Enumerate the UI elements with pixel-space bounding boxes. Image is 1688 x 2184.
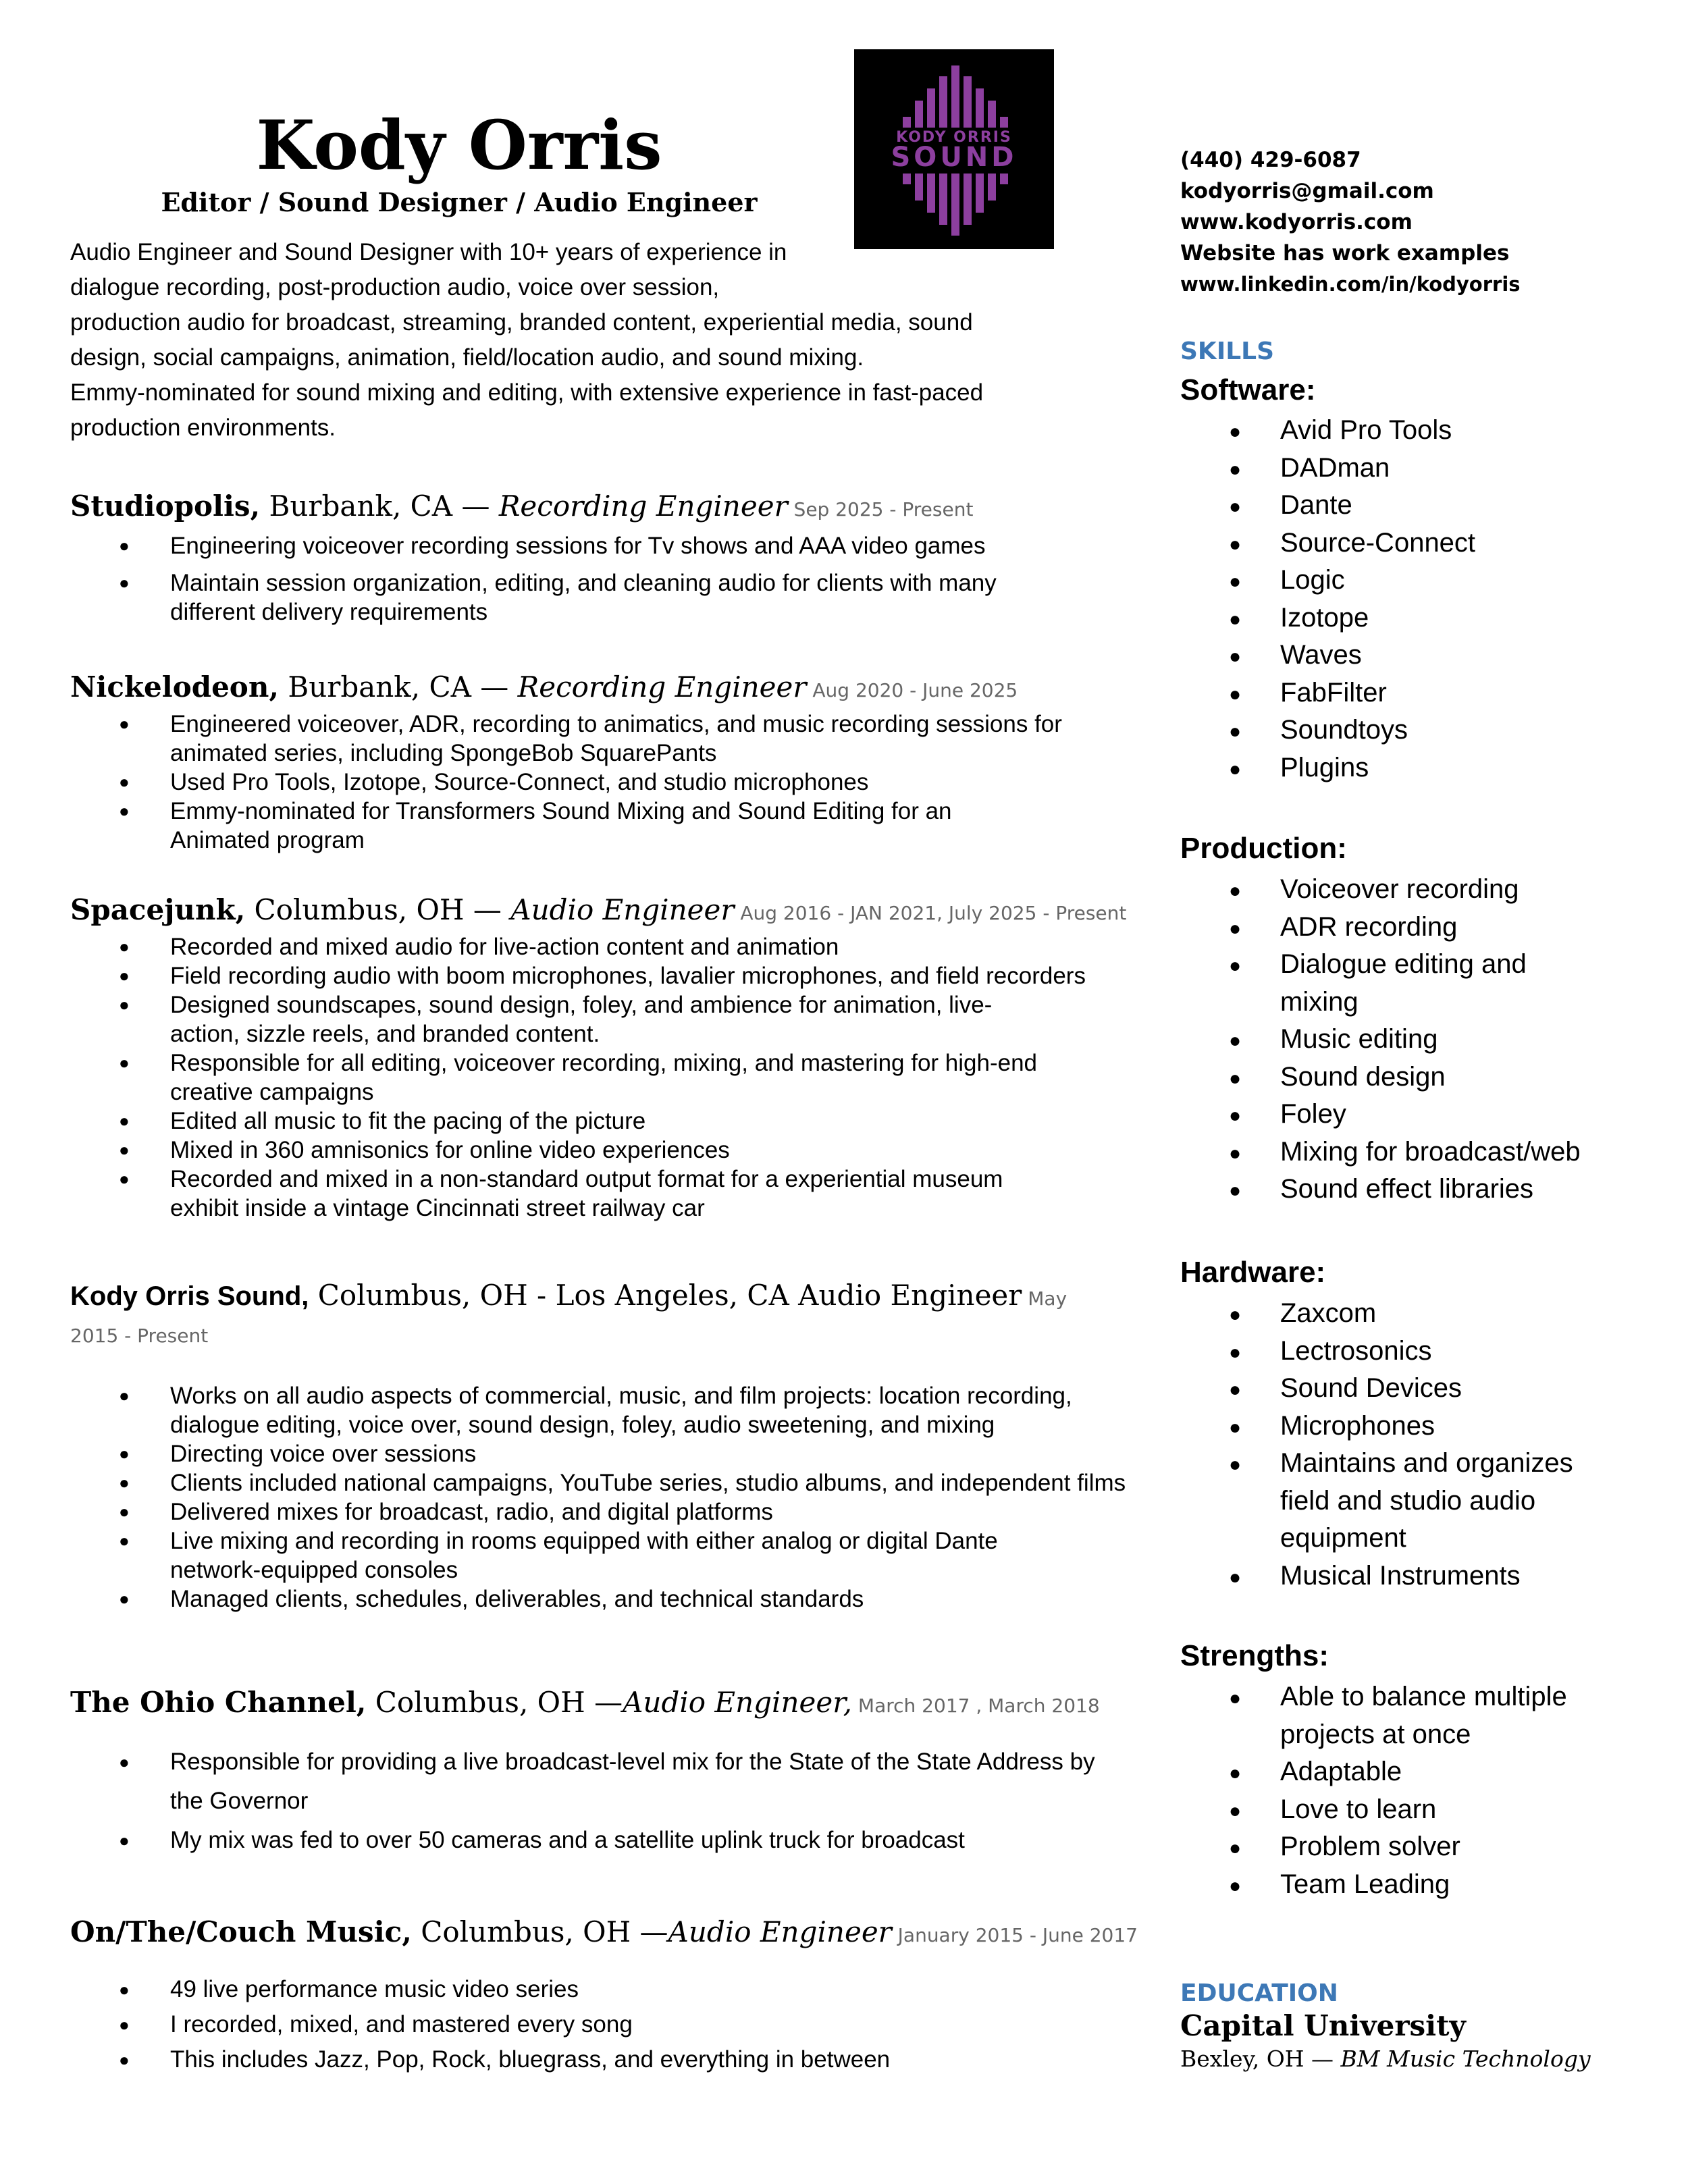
education-location: Bexley, OH — xyxy=(1180,2046,1341,2072)
email-link[interactable]: kodyorris@gmail.com xyxy=(1180,179,1434,203)
job-company: The Ohio Channel, xyxy=(70,1686,367,1719)
logo-text-top: KODY ORRIS xyxy=(896,129,1012,146)
list-item: ● Izotope xyxy=(1180,600,1653,637)
list-item: ● Mixing for broadcast/web xyxy=(1180,1134,1599,1171)
list-item: ● Source-Connect xyxy=(1180,525,1653,562)
list-item: ● Edited all music to fit the pacing of the picture xyxy=(70,1107,1097,1136)
job-header xyxy=(70,1913,1138,1954)
linkedin-link[interactable]: www.linkedin.com/in/kodyorris xyxy=(1180,273,1521,296)
job-dates: March 2017 , March 2018 xyxy=(852,1695,1100,1717)
list-item: ● Responsible for all editing, voiceover recording, mixing, and mastering for high-end creative campaigns xyxy=(70,1048,1097,1107)
list-item: ● Mixed in 360 amnisonics for online video experiences xyxy=(70,1136,1097,1165)
logo-text-bottom: SOUND xyxy=(891,142,1018,173)
list-item: ● Problem solver xyxy=(1180,1828,1599,1866)
list-item: ● Clients included national campaigns, YouTube series, studio albums, and independent films xyxy=(70,1468,1151,1497)
list-item: ● FabFilter xyxy=(1180,674,1653,712)
website-note: Website has work examples xyxy=(1180,241,1510,265)
list-item: ● Foley xyxy=(1180,1096,1599,1134)
list-item: ● Works on all audio aspects of commercial, music, and film projects: location recording, dialogue editing, voice over, sound design, foley, audio sweetening, and mixing xyxy=(70,1381,1151,1439)
list-item: ● Designed soundscapes, sound design, foley, and ambience for animation, live-action, sizzle reels, and branded content. xyxy=(70,990,1097,1048)
production-heading: Production: xyxy=(1180,832,1347,865)
list-item: ● Sound Devices xyxy=(1180,1370,1599,1408)
education-heading: EDUCATION xyxy=(1180,1979,1338,2007)
hardware-heading: Hardware: xyxy=(1180,1256,1326,1289)
job-title: Audio Engineer xyxy=(798,1279,1022,1312)
list-item: ● Avid Pro Tools xyxy=(1180,412,1653,450)
list-item: ● This includes Jazz, Pop, Rock, bluegrass, and everything in between xyxy=(70,2042,1124,2077)
job-company: Spacejunk, xyxy=(70,893,246,926)
list-item: ● ADR recording xyxy=(1180,909,1599,947)
list-item: ● Dialogue editing and mixing xyxy=(1180,946,1599,1021)
list-item: ● Soundtoys xyxy=(1180,712,1653,749)
list-item: ● Delivered mixes for broadcast, radio, and digital platforms xyxy=(70,1497,1151,1526)
job-header xyxy=(70,668,1124,710)
list-item: ● Emmy-nominated for Transformers Sound Mixing and Sound Editing for an Animated program xyxy=(70,797,1083,855)
job-company: Kody Orris Sound, xyxy=(70,1281,309,1311)
job-location: Columbus, OH - Los Angeles, CA xyxy=(309,1279,799,1312)
list-item: ● Waves xyxy=(1180,637,1653,674)
job-dates: Sep 2025 - Present xyxy=(787,498,974,521)
list-item: ● Voiceover recording xyxy=(1180,871,1599,909)
list-item: ● Used Pro Tools, Izotope, Source-Connect, and studio microphones xyxy=(70,768,1083,797)
strengths-heading: Strengths: xyxy=(1180,1639,1329,1672)
job-ohio-channel xyxy=(70,1684,1124,1860)
job-location: Columbus, OH — xyxy=(411,1915,668,1948)
summary-line: production environments. xyxy=(70,415,336,441)
job-header xyxy=(70,1684,1124,1725)
job-bullets xyxy=(70,1381,1151,1614)
job-company: Nickelodeon, xyxy=(70,670,279,703)
list-item: ● My mix was fed to over 50 cameras and a satellite uplink truck for broadcast xyxy=(70,1821,1124,1860)
job-kody-orris-sound xyxy=(70,1279,1126,1614)
job-header xyxy=(70,891,1127,932)
list-item: ● Recorded and mixed audio for live-action content and animation xyxy=(70,932,1097,961)
list-item: ● Able to balance multiple projects at once xyxy=(1180,1678,1599,1753)
kody-orris-sound-logo xyxy=(854,49,1054,249)
summary-line: Audio Engineer and Sound Designer with 10+ years of experience in xyxy=(70,239,787,265)
summary-line: design, social campaigns, animation, field/location audio, and sound mixing. xyxy=(70,344,864,371)
job-company: On/The/Couch Music, xyxy=(70,1915,412,1948)
job-bullets xyxy=(70,932,1124,1223)
job-title: Audio Engineer xyxy=(510,893,735,926)
education-detail xyxy=(1180,2046,1591,2072)
list-item: ● I recorded, mixed, and mastered every song xyxy=(70,2007,1124,2042)
list-item: ● Microphones xyxy=(1180,1408,1599,1445)
list-item: ● Recorded and mixed in a non-standard output format for a experiential museum exhibit inside a vintage Cincinnati street railway car xyxy=(70,1165,1097,1223)
list-item: ● Love to learn xyxy=(1180,1791,1599,1829)
summary-line: Emmy-nominated for sound mixing and editing, with extensive experience in fast-paced xyxy=(70,379,984,406)
production-list xyxy=(1180,871,1599,1208)
job-company: Studiopolis, xyxy=(70,489,261,523)
education-school: Capital University xyxy=(1180,2009,1466,2042)
job-location: Columbus, OH — xyxy=(366,1686,623,1719)
summary-line: production audio for broadcast, streaming, branded content, experiential media, sound xyxy=(70,309,973,336)
list-item: ● Logic xyxy=(1180,562,1653,600)
skills-heading: SKILLS xyxy=(1180,338,1275,365)
job-location: Burbank, CA — xyxy=(278,670,518,703)
contact-block xyxy=(1180,144,1653,300)
software-heading: Software: xyxy=(1180,373,1316,406)
job-dates: January 2015 - June 2017 xyxy=(891,1924,1138,1946)
list-item: ● Zaxcom xyxy=(1180,1295,1599,1333)
job-on-the-couch-music xyxy=(70,1913,1138,2077)
list-item: ● Musical Instruments xyxy=(1180,1557,1599,1595)
software-list xyxy=(1180,412,1653,787)
list-item: ● Team Leading xyxy=(1180,1866,1599,1904)
list-item: ● Maintains and organizes field and studio audio equipment xyxy=(1180,1445,1599,1557)
website-link[interactable]: www.kodyorris.com xyxy=(1180,210,1413,234)
job-bullets xyxy=(70,1972,1124,2077)
phone: (440) 429-6087 xyxy=(1180,148,1361,172)
job-nickelodeon xyxy=(70,668,1124,855)
job-title: Audio Engineer xyxy=(668,1915,892,1948)
resume-name: Kody Orris xyxy=(256,105,662,185)
job-title: Audio Engineer, xyxy=(623,1686,853,1719)
job-title: Recording Engineer xyxy=(517,670,807,703)
list-item: ● Managed clients, schedules, deliverables, and technical standards xyxy=(70,1584,1151,1614)
list-item: ● Directing voice over sessions xyxy=(70,1439,1151,1468)
job-dates: Aug 2016 - JAN 2021, July 2025 - Present xyxy=(734,902,1127,924)
job-location: Columbus, OH — xyxy=(245,893,511,926)
job-dates: May 2015 - Present xyxy=(70,1287,1067,1347)
strengths-list xyxy=(1180,1678,1599,1903)
list-item: ● 49 live performance music video series xyxy=(70,1972,1124,2007)
job-header xyxy=(70,1279,1083,1353)
job-header xyxy=(70,487,1124,529)
summary xyxy=(70,235,1043,446)
summary-line: dialogue recording, post-production audio, voice over session, xyxy=(70,274,720,300)
job-studiopolis xyxy=(70,487,1124,635)
list-item: ● Adaptable xyxy=(1180,1753,1599,1791)
resume-role: Editor / Sound Designer / Audio Engineer xyxy=(161,187,758,217)
list-item: ● Engineering voiceover recording sessions for Tv shows and AAA video games xyxy=(70,531,1124,560)
job-bullets xyxy=(70,1742,1124,1860)
job-location: Burbank, CA — xyxy=(260,489,499,523)
list-item: ● Sound effect libraries xyxy=(1180,1171,1599,1208)
education-degree: BM Music Technology xyxy=(1340,2046,1591,2072)
list-item: ● Field recording audio with boom microphones, lavalier microphones, and field recorders xyxy=(70,961,1097,990)
job-bullets xyxy=(70,710,1124,855)
list-item: ● Dante xyxy=(1180,487,1653,525)
job-bullets xyxy=(70,531,1124,627)
job-title: Recording Engineer xyxy=(498,489,788,523)
list-item: ● Responsible for providing a live broadcast-level mix for the State of the State Address by the Governor xyxy=(70,1742,1124,1821)
list-item: ● Sound design xyxy=(1180,1059,1599,1096)
list-item: ● Plugins xyxy=(1180,749,1653,787)
list-item: ● DADman xyxy=(1180,450,1653,487)
hardware-list xyxy=(1180,1295,1599,1595)
list-item: ● Lectrosonics xyxy=(1180,1333,1599,1370)
list-item: ● Engineered voiceover, ADR, recording to animatics, and music recording sessions for animated series, including SpongeBob SquarePants xyxy=(70,710,1083,768)
list-item: ● Music editing xyxy=(1180,1021,1599,1059)
job-dates: Aug 2020 - June 2025 xyxy=(806,679,1018,701)
job-spacejunk xyxy=(70,891,1127,1223)
list-item: ● Live mixing and recording in rooms equipped with either analog or digital Dante network-equipped consoles xyxy=(70,1526,1151,1584)
list-item: ● Maintain session organization, editing, and cleaning audio for clients with many different delivery requirements xyxy=(70,568,1124,627)
